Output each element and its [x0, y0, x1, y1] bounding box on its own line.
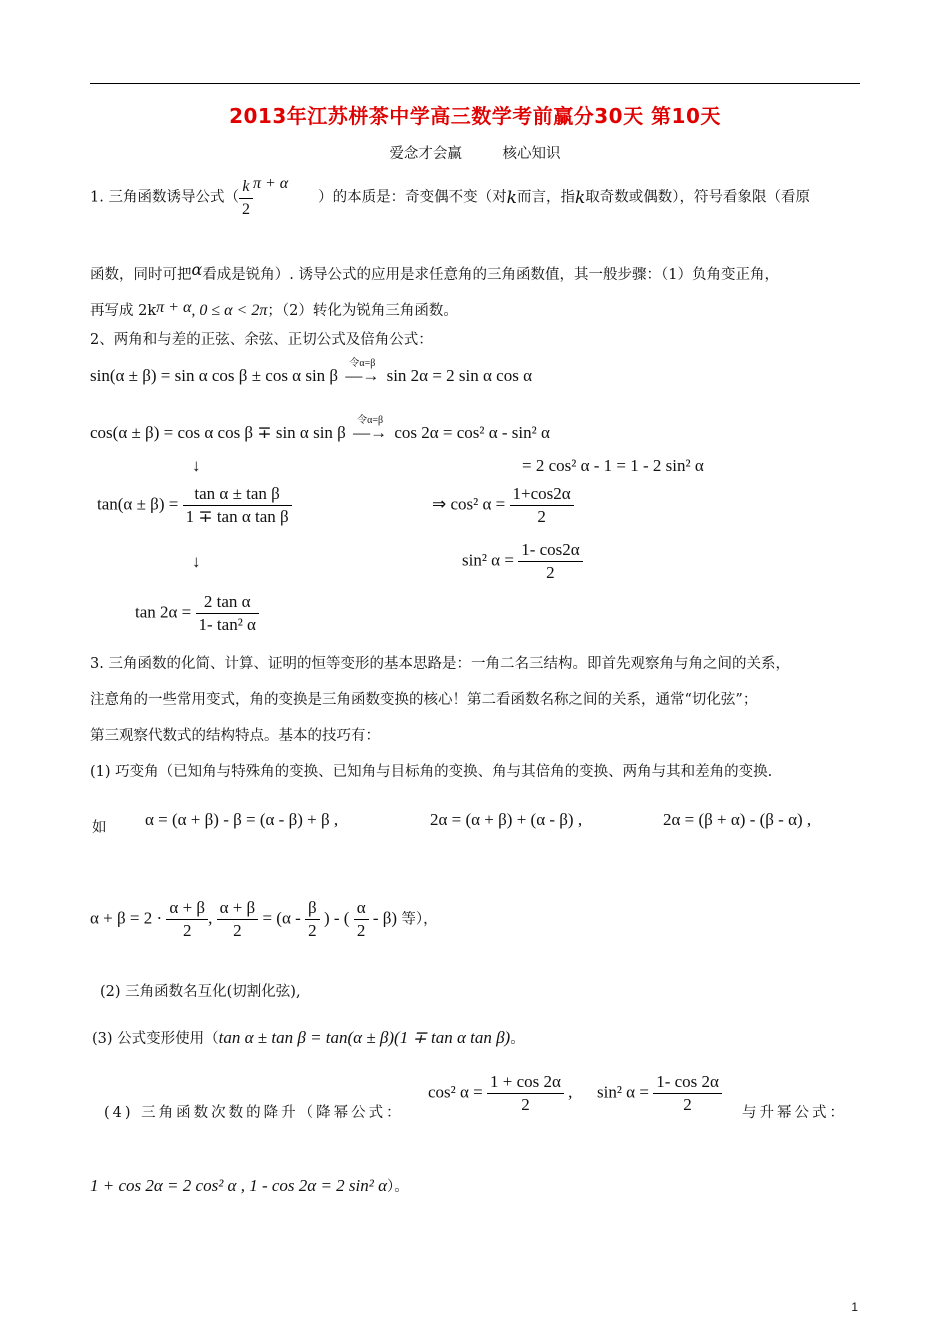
cos-double-alt: = 2 cos² α - 1 = 1 - 2 sin² α — [522, 456, 704, 475]
arrow-label-1: 令α=β — [349, 358, 376, 369]
e5-alpha-frac — [354, 898, 369, 941]
range-expr: , 0 ≤ α < 2π — [191, 302, 268, 319]
cos-sq-frac — [510, 484, 574, 527]
arrow-1: 令α=β —→ — [342, 366, 382, 386]
e5-frac — [217, 898, 259, 941]
l7f1-den: 2 — [521, 1095, 530, 1114]
sin-sq-num: 1- cos2α — [518, 540, 582, 562]
alpha-symbol: α — [191, 260, 203, 279]
e5-beta-num: β — [305, 898, 320, 920]
arrow-2: 令α=β —→ — [350, 423, 390, 443]
tan-double-num: 2 tan α — [196, 592, 259, 614]
p3-line3: 第三观察代数式的结构特点。基本的技巧有： — [90, 728, 380, 744]
tan-double-den: 1- tan² α — [198, 615, 256, 634]
p1-line2 — [90, 260, 779, 284]
p1-text-c: 而言，指 — [516, 189, 575, 206]
header-rule — [90, 83, 860, 84]
l7f2-left: sin² α = — [597, 1082, 649, 1102]
p1-line2-a: 函数，同时可把 — [90, 267, 192, 283]
l7f1-frac — [487, 1072, 564, 1115]
tan-double-formula — [135, 592, 259, 635]
p3-line6 — [92, 1028, 525, 1048]
e5-num: α + β — [217, 898, 259, 920]
p1-line3 — [90, 298, 458, 320]
e5-beta-den: 2 — [308, 921, 317, 940]
cos-sq-num: 1+cos2α — [510, 484, 574, 506]
p3-line2: 注意角的一些常用变式，角的变换是三角函数变换的核心！第二看函数名称之间的关系，通常“切化弦”； — [90, 692, 758, 708]
e5-alpha-num: α — [354, 898, 369, 920]
sin-sq-den: 2 — [546, 563, 555, 582]
l7f2-frac — [653, 1072, 722, 1115]
e4-num: α + β — [166, 898, 208, 920]
p1-line3-c: ；（2）转化为锐角三角函数。 — [267, 303, 458, 319]
e4-den: 2 — [182, 921, 192, 940]
tan-sum-left: tan(α ± β) = — [97, 494, 179, 514]
k-symbol-2: k — [574, 187, 586, 208]
cos-sq-left: ⇒ cos² α = — [432, 494, 506, 514]
l7f2-num: 1- cos 2α — [653, 1072, 722, 1094]
e5-end: - β) — [372, 908, 398, 928]
tan-sum-num: tan α ± tan β — [183, 484, 292, 506]
cos-sum-formula — [90, 415, 550, 443]
angle-identity-2: 2α = (α + β) + (α - β) , — [430, 810, 583, 829]
e5-beta-frac — [305, 898, 320, 941]
formula-tail: π + α — [252, 175, 289, 192]
e5-alpha-den: 2 — [356, 921, 366, 940]
cos-sq-den: 2 — [537, 507, 546, 526]
tan-sum-formula — [97, 484, 292, 527]
raise-power-formula: 1 + cos 2α = 2 cos² α , 1 - cos 2α = 2 sin² α — [90, 1176, 388, 1195]
p3-line6-end: 。 — [510, 1031, 525, 1047]
p1-text-a: 1. 三角函数诱导公式（ — [90, 189, 239, 206]
sin-double: sin 2α = 2 sin α cos α — [386, 366, 532, 385]
sin-sq-reduce — [597, 1072, 722, 1115]
cos-sq-reduce: cos² α = $\frac{1 + \cos 2\alpha}{2}$ , — [428, 1072, 573, 1114]
angle-identity-3: 2α = (β + α) - (β - α) , — [663, 810, 812, 829]
tan-sum-den: 1 ∓ tan α tan β — [185, 507, 289, 526]
cos-double: cos 2α = cos² α - sin² α — [394, 423, 550, 442]
p3-line4: (1) 巧变角（已知角与特殊角的变换、已知角与目标角的变换、角与其倍角的变换、两角与其和差角的变换. — [90, 764, 773, 780]
angle-identity-1: α = (α + β) - β = (α - β) + β , — [145, 810, 339, 829]
e4-left: α + β = 2 · — [90, 908, 163, 928]
tan-sum-transform: tan α ± tan β = tan(α ± β)(1 ∓ tan α tan β) — [218, 1028, 511, 1047]
e5-mid: ) - ( — [323, 908, 350, 928]
l7f1-num: 1 + cos 2α — [487, 1072, 564, 1094]
p1-text-b: ）的本质是：奇变偶不变（对 — [318, 189, 507, 206]
subtitle — [0, 142, 950, 163]
formula-den: 2 — [239, 198, 253, 219]
sin-sq-frac — [518, 540, 582, 583]
sin-sum: sin(α ± β) = sin α cos β ± cos α sin β — [90, 366, 339, 385]
k-symbol-1: k — [506, 187, 517, 208]
arrow-label-2: 令α=β — [357, 415, 384, 426]
down-arrow-1: ↓ — [192, 456, 201, 475]
p3-line8-end: ）。 — [387, 1179, 409, 1195]
p1-line2-b: 看成是锐角）. 诱导公式的应用是求任意角的三角函数值，其一般步骤：（1）负角变正角， — [202, 267, 780, 283]
angle-identity-4 — [90, 898, 438, 941]
tan-double-frac — [196, 592, 259, 635]
p3-line1: 3. 三角函数的化简、计算、证明的恒等变形的基本思路是：一角二名三结构。即首先观察角与角之间的关系， — [90, 656, 790, 672]
sin-sq-formula — [462, 540, 583, 583]
p1-line1 — [90, 174, 810, 219]
p3-line7: (4) 三角函数次数的降升（降幂公式： — [104, 1105, 404, 1121]
e4-comma: , — [208, 908, 213, 928]
e5-eq: = (α - — [262, 908, 301, 928]
page-number: 1 — [851, 1300, 858, 1314]
tan-double-left: tan 2α = — [135, 602, 192, 622]
e5-den: 2 — [233, 921, 242, 940]
sin-sq-left: sin² α = — [462, 550, 514, 570]
cos-sum: cos(α ± β) = cos α cos β ∓ sin α sin β — [90, 423, 346, 442]
deng-text: 等）， — [401, 911, 438, 928]
subtitle-section: 核心知识 — [502, 146, 561, 162]
l7f1-left: cos² α = — [428, 1082, 483, 1102]
p3-line7-end: 与升幂公式： — [742, 1105, 847, 1121]
ru-label: 如 — [92, 820, 107, 836]
page-title: 2013年江苏栟茶中学高三数学考前赢分30天 第10天 — [229, 104, 721, 128]
e4-frac — [166, 898, 208, 941]
cos-sq-formula — [432, 484, 574, 527]
p3-line8 — [90, 1176, 409, 1196]
tan-sum-frac — [183, 484, 292, 527]
p2-heading: 2、两角和与差的正弦、余弦、正切公式及倍角公式： — [90, 332, 433, 348]
pi-alpha: π + α — [156, 299, 192, 316]
subtitle-motto: 爱念才会赢 — [389, 146, 462, 162]
down-arrow-2: ↓ — [192, 552, 201, 571]
induction-formula — [239, 177, 253, 218]
p3-line5: (2) 三角函数名互化(切割化弦), — [100, 984, 301, 1000]
p1-line3-a: 再写成 2k — [90, 303, 157, 319]
p3-line6-text: (3) 公式变形使用（ — [92, 1031, 219, 1047]
sin-sum-formula — [90, 358, 532, 386]
l7f2-den: 2 — [683, 1095, 692, 1114]
p1-text-d: 取奇数或偶数），符号看象限（看原 — [585, 189, 811, 206]
formula-num: k — [242, 178, 250, 196]
